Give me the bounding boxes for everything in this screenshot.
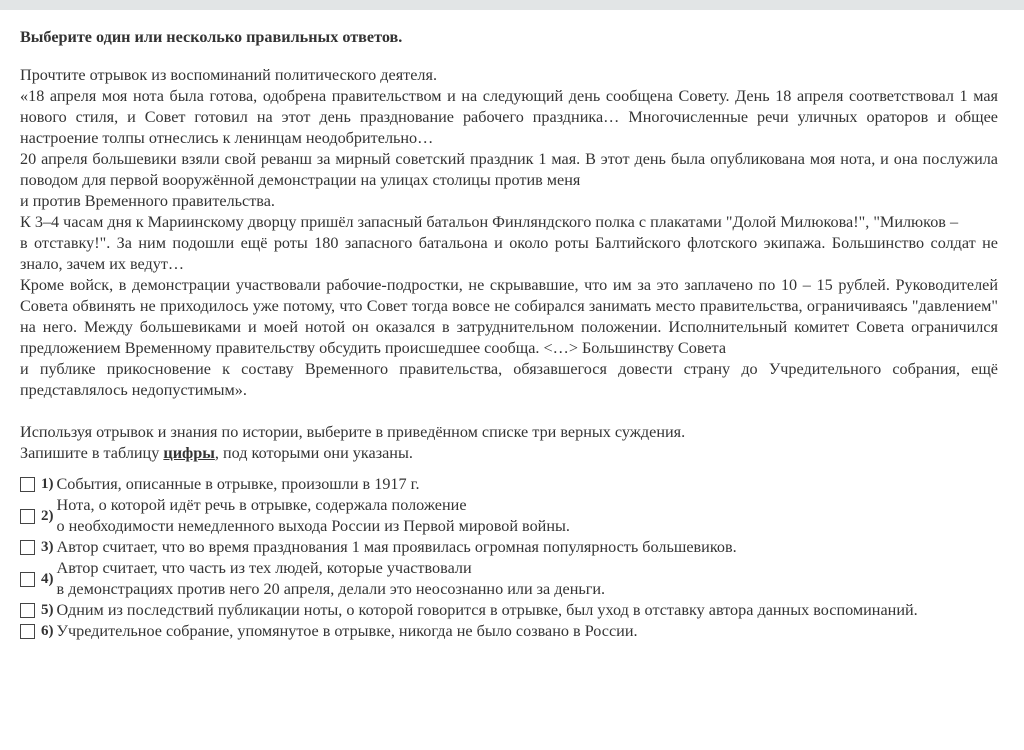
passage-paragraph: К 3–4 часам дня к Мариинскому дворцу пришёл запасный батальон Финляндского полка с плакатами "Долой Милюкова!", "Милюков – xyxy=(20,213,959,231)
checkbox[interactable] xyxy=(20,603,35,618)
task-text xyxy=(20,422,998,464)
instruction-heading: Выберите один или несколько правильных ответов. xyxy=(20,28,403,46)
answer-option-5[interactable] xyxy=(20,600,998,621)
option-number: 1) xyxy=(41,476,54,492)
option-text: Нота, о которой идёт речь в отрывке, содержала положение о необходимости немедленного выхода России из Первой мировой войны. xyxy=(56,496,570,535)
top-bar xyxy=(0,0,1024,10)
passage-intro: Прочтите отрывок из воспоминаний политического деятеля. xyxy=(20,66,438,84)
option-number: 6) xyxy=(41,623,54,639)
answer-option-4[interactable] xyxy=(20,558,998,600)
answer-option-3[interactable] xyxy=(20,537,998,558)
option-text: События, описанные в отрывке, произошли в 1917 г. xyxy=(56,475,420,493)
checkbox[interactable] xyxy=(20,509,35,524)
option-number: 2) xyxy=(41,507,54,524)
option-text: Автор считает, что часть из тех людей, которые участвовали в демонстрациях против него 20 апреля, делали это неосознанно или за деньги. xyxy=(56,559,606,598)
passage-paragraph: и против Временного правительства. xyxy=(20,192,275,210)
question-content xyxy=(20,27,998,642)
option-text: Одним из последствий публикации ноты, о которой говорится в отрывке, был уход в отставку автора данных воспоминаний. xyxy=(56,601,918,619)
task-line-1: Используя отрывок и знания по истории, выберите в приведённом списке три верных суждения. xyxy=(20,423,686,441)
answer-option-2[interactable] xyxy=(20,495,998,537)
answer-option-6[interactable] xyxy=(20,621,998,642)
passage-paragraph: 20 апреля большевики взяли свой реванш за мирный советский праздник 1 мая. В этот день была опубликована моя нота, и она послужила поводом для первой вооружённой демонстрации на улицах столицы против меня xyxy=(20,150,998,189)
task-line-2-end: , под которыми они указаны. xyxy=(214,444,413,462)
answer-options xyxy=(20,474,998,642)
option-number: 4) xyxy=(41,570,54,587)
task-line-2-start: Запишите в таблицу xyxy=(20,444,164,462)
checkbox[interactable] xyxy=(20,624,35,639)
checkbox[interactable] xyxy=(20,540,35,555)
option-text: Автор считает, что во время празднования 1 мая проявилась огромная популярность большевиков. xyxy=(56,538,737,556)
passage-paragraph: и публике прикосновение к составу Временного правительства, обязавшегося довести страну до Учредительного собрания, ещё представлялось недопустимым». xyxy=(20,360,998,399)
passage xyxy=(20,65,998,401)
checkbox[interactable] xyxy=(20,477,35,492)
passage-paragraph: Кроме войск, в демонстрации участвовали рабочие-подростки, не скрывавшие, что им за это заплачено по 10 – 15 рублей. Руководителей Совета обвинять не приходилось уже потому, что Совет тогда вовсе не собирался занимать место правительства, ограничиваясь "давлением" на него. Между большевиками и моей нотой он оказался в затруднительном положении. Исполнительный комитет Совета ограничился предложением Временному правительству обсудить происшедшее сообща. <…> Большинству Совета xyxy=(20,276,998,357)
answer-option-1[interactable] xyxy=(20,474,998,495)
option-text: Учредительное собрание, упомянутое в отрывке, никогда не было созвано в России. xyxy=(56,622,638,640)
passage-paragraph: «18 апреля моя нота была готова, одобрена правительством и на следующий день сообщена Совету. День 18 апреля соответствовал 1 мая нового стиля, и Совет готовил на этот день празднование рабочего праздника… Многочисленные речи уличных ораторов и общее настроение толпы отнеслись к ленинцам неодобрительно… xyxy=(20,87,998,147)
task-line-2 xyxy=(20,443,998,464)
option-number: 5) xyxy=(41,602,54,618)
passage-paragraph: в отставку!". За ним подошли ещё роты 180 запасного батальона и около роты Балтийского флотского экипажа. Большинство солдат не знало, зачем их ведут… xyxy=(20,234,998,273)
task-emphasis: цифры xyxy=(163,444,215,462)
option-number: 3) xyxy=(41,539,54,555)
checkbox[interactable] xyxy=(20,572,35,587)
